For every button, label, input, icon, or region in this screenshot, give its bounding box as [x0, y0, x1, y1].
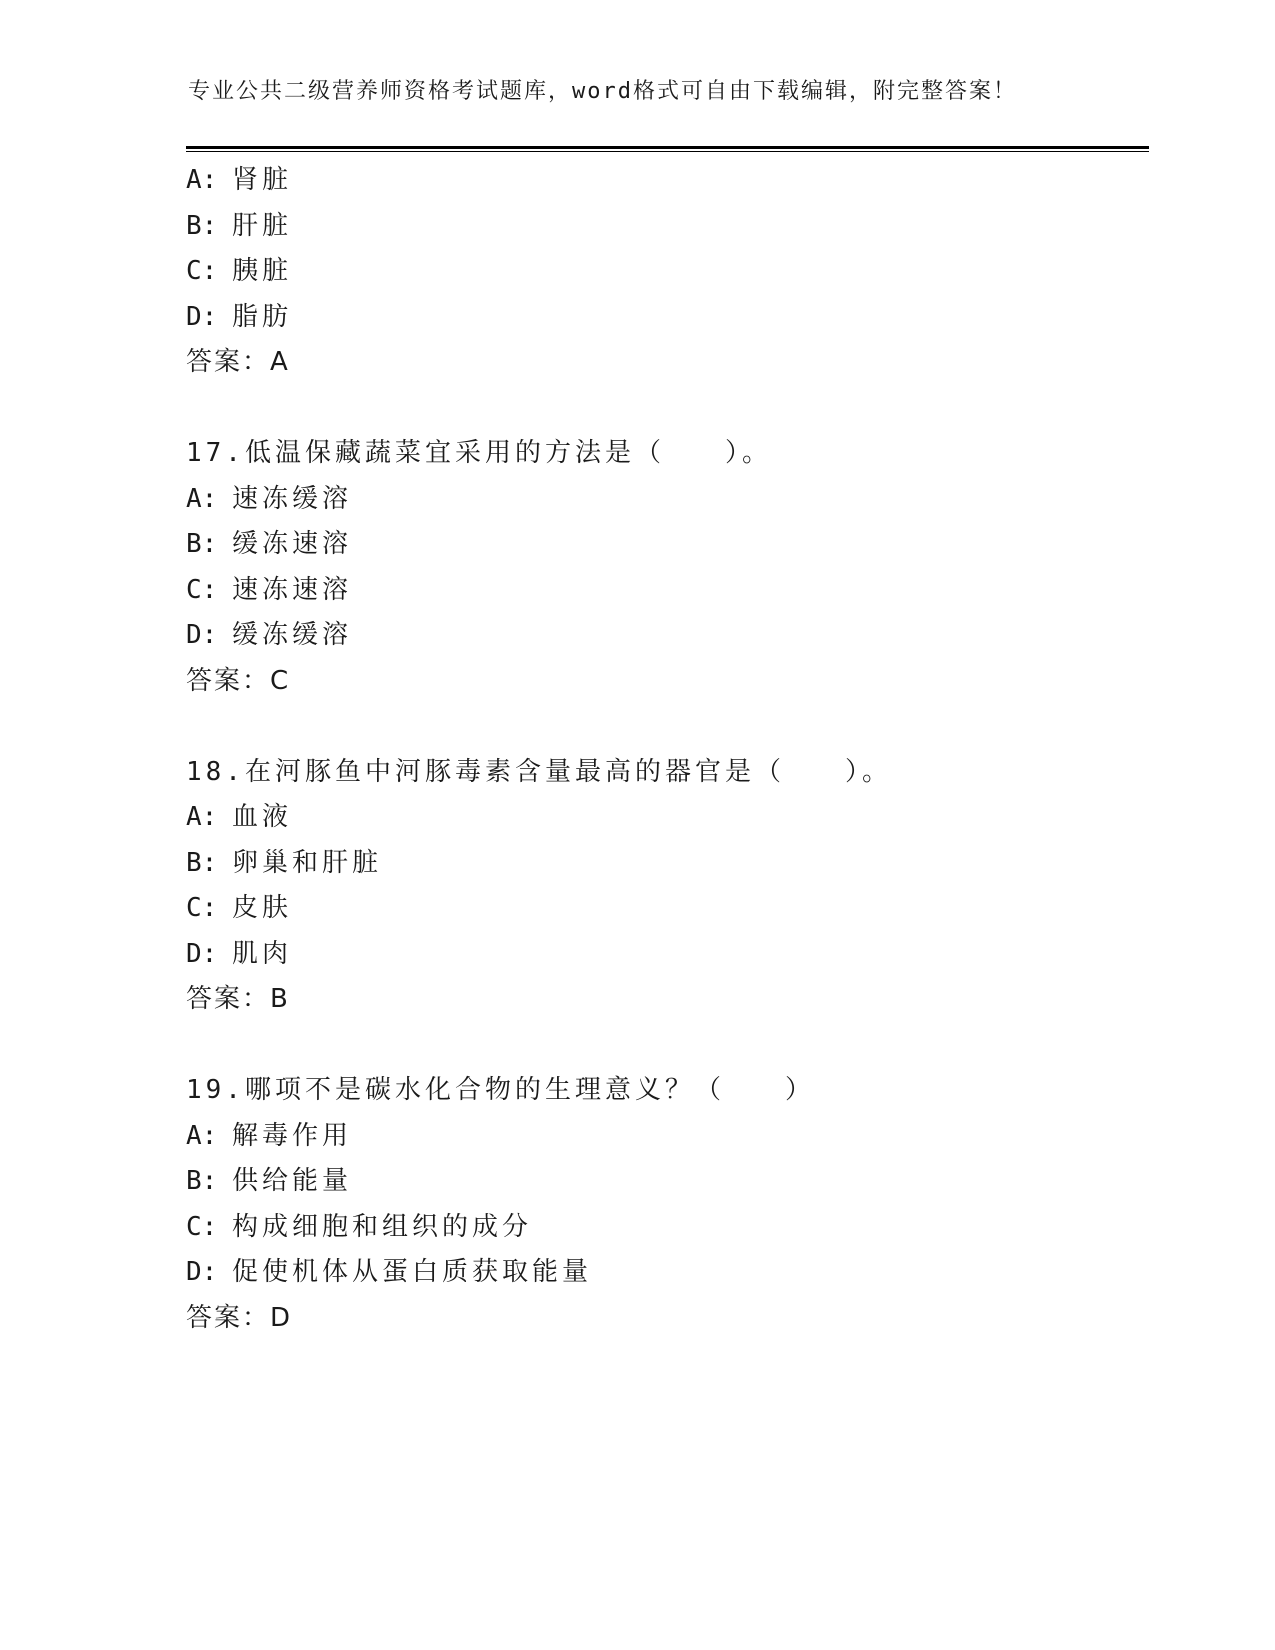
option-c: C: 胰脏	[186, 256, 293, 286]
option-b: B: 卵巢和肝脏	[186, 847, 383, 878]
question-stem: 17.低温保藏蔬菜宜采用的方法是（ ）。	[186, 438, 772, 468]
option-a: A: 解毒作用	[186, 1120, 353, 1151]
option-b: B: 肝脏	[186, 210, 293, 241]
option-d: D: 缓冻缓溶	[186, 620, 353, 650]
answer-line: 答案：A	[186, 347, 290, 377]
option-d: D: 促使机体从蛋白质获取能量	[186, 1257, 593, 1287]
question-block-16	[186, 158, 1146, 386]
option-c: C: 速冻速溶	[186, 574, 353, 605]
option-d: D: 脂肪	[186, 301, 293, 332]
question-block-18	[186, 750, 1146, 1023]
question-block-19	[186, 1068, 1146, 1341]
header-rule-thick	[186, 146, 1149, 149]
option-b: B: 供给能量	[186, 1166, 353, 1196]
page-header: 专业公共二级营养师资格考试题库，word格式可自由下载编辑，附完整答案！	[188, 79, 1017, 104]
answer-line: 答案：C	[186, 665, 291, 696]
option-a: A: 速冻缓溶	[186, 483, 353, 514]
question-content	[186, 158, 1146, 1341]
option-c: C: 构成细胞和组织的成分	[186, 1211, 533, 1242]
option-a: A: 肾脏	[186, 165, 293, 195]
header-rule-thin	[186, 151, 1149, 152]
question-stem: 18.在河豚鱼中河豚毒素含量最高的器官是（ ）。	[186, 756, 892, 787]
answer-line: 答案：D	[186, 1302, 293, 1333]
question-stem: 19.哪项不是碳水化合物的生理意义？（ ）	[186, 1075, 815, 1105]
option-d: D: 肌肉	[186, 938, 293, 969]
option-b: B: 缓冻速溶	[186, 529, 353, 559]
option-a: A: 血液	[186, 802, 293, 832]
question-block-17	[186, 431, 1146, 704]
answer-line: 答案：B	[186, 984, 290, 1014]
option-c: C: 皮肤	[186, 893, 293, 923]
